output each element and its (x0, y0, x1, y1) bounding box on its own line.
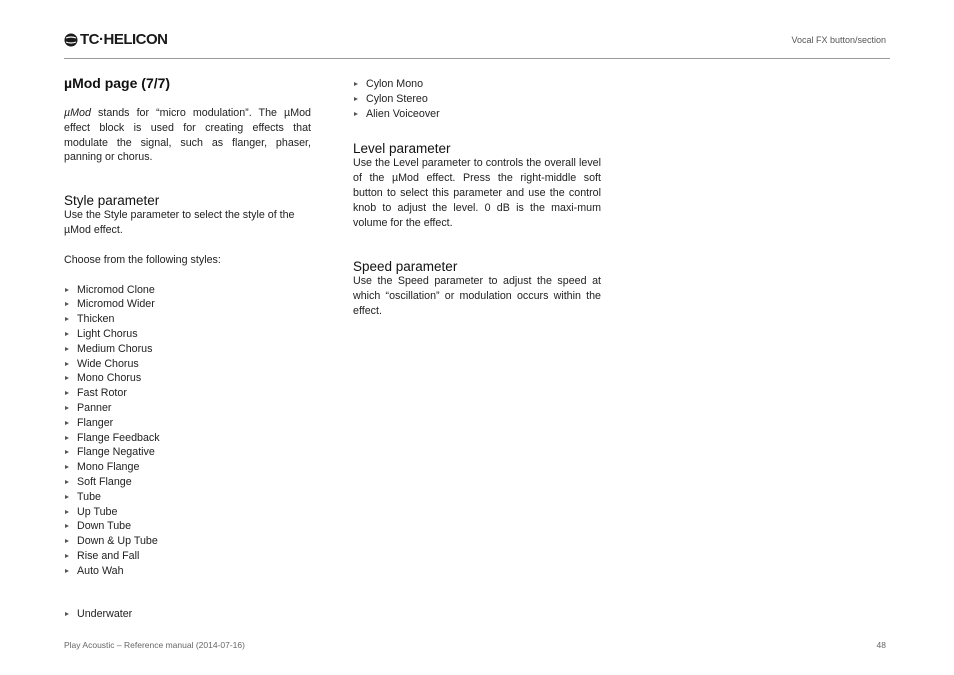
header-divider (64, 58, 890, 59)
list-item-label: Fast Rotor (77, 387, 127, 400)
list-item-label: Down Tube (77, 520, 132, 533)
list-item (64, 460, 311, 475)
list-item-label: Mono Flange (77, 461, 140, 474)
list-item-label: Panner (77, 401, 112, 414)
list-item (353, 77, 601, 92)
list-item (64, 519, 311, 534)
list-item-label: Underwater (77, 608, 133, 620)
logo-text: TC·HELICON (80, 31, 168, 48)
bullet-arrow-icon (65, 288, 69, 292)
list-item-label: Micromod Clone (77, 283, 155, 296)
bullet-arrow-icon (65, 539, 69, 543)
list-item-label: Rise and Fall (77, 549, 140, 562)
bullet-arrow-icon (354, 82, 358, 86)
list-item (64, 445, 311, 460)
list-item (353, 107, 601, 122)
list-item (64, 475, 311, 490)
list-item (64, 386, 311, 401)
list-item (64, 283, 311, 298)
bullet-arrow-icon (65, 495, 69, 499)
list-item (64, 607, 132, 622)
bullet-arrow-icon (65, 450, 69, 454)
style-heading: Style parameter (64, 193, 160, 209)
page-number: 48 (876, 640, 886, 650)
list-item (64, 312, 311, 327)
list-item (64, 371, 311, 386)
speed-text: Use the Speed parameter to adjust the speed at which “oscillation” or modulation occurs within the effect. (353, 275, 601, 317)
styles-list (64, 283, 311, 579)
bullet-arrow-icon (354, 112, 358, 116)
list-item-label: Cylon Stereo (366, 92, 428, 105)
styles-list-overflow (64, 607, 132, 622)
list-item (64, 534, 311, 549)
bullet-arrow-icon (65, 480, 69, 484)
bullet-arrow-icon (65, 302, 69, 306)
speed-heading: Speed parameter (353, 259, 458, 275)
list-item (353, 92, 601, 107)
list-item (64, 431, 311, 446)
list-item-label: Medium Chorus (77, 342, 153, 355)
list-item-label: Soft Flange (77, 475, 132, 488)
list-item (64, 297, 311, 312)
bullet-arrow-icon (65, 510, 69, 514)
list-item (64, 357, 311, 372)
bullet-arrow-icon (65, 612, 69, 616)
list-item-label: Flange Negative (77, 446, 155, 459)
bullet-arrow-icon (65, 436, 69, 440)
bullet-arrow-icon (65, 391, 69, 395)
middle-column (353, 77, 601, 319)
list-item-label: Cylon Mono (366, 78, 424, 90)
bullet-arrow-icon (65, 524, 69, 528)
list-item-label: Up Tube (77, 505, 118, 518)
styles-list-continued (353, 77, 601, 121)
left-column (64, 75, 311, 579)
list-item (64, 416, 311, 431)
bullet-arrow-icon (65, 376, 69, 380)
list-item (64, 490, 311, 505)
tc-helicon-logo (64, 31, 168, 48)
list-item (64, 342, 311, 357)
list-item-label: Tube (77, 490, 101, 503)
bullet-arrow-icon (65, 317, 69, 321)
list-item-label: Mono Chorus (77, 372, 142, 385)
list-item-label: Thicken (77, 313, 115, 326)
intro-italic: µMod (64, 107, 91, 119)
list-item (64, 564, 311, 579)
level-text: Use the Level parameter to controls the overall level of the µMod effect. Press the right-middle soft button to select this parameter and use the control knob to adjust the level. 0 dB is the maxi-mum volume for the effect. (353, 157, 601, 229)
list-item-label: Alien Voiceover (366, 107, 440, 120)
list-item-label: Light Chorus (77, 327, 138, 340)
bullet-arrow-icon (65, 465, 69, 469)
list-item (64, 327, 311, 342)
bullet-arrow-icon (65, 406, 69, 410)
bullet-arrow-icon (65, 347, 69, 351)
intro-text: stands for “micro modulation”. The µMod effect block is used for creating effects that modulate the signal, such as flanger, phaser, panning or chorus. (64, 107, 311, 164)
level-heading: Level parameter (353, 141, 451, 157)
section-label: Vocal FX button/section (791, 35, 886, 45)
list-item-label: Down & Up Tube (77, 535, 158, 548)
bullet-arrow-icon (65, 421, 69, 425)
footer-manual-title: Play Acoustic – Reference manual (2014-07-16) (64, 640, 245, 650)
list-item-label: Micromod Wider (77, 298, 155, 311)
list-item (64, 505, 311, 520)
bullet-arrow-icon (65, 362, 69, 366)
list-item-label: Auto Wah (77, 564, 124, 577)
bullet-arrow-icon (65, 554, 69, 558)
style-text: Use the Style parameter to select the style of the µMod effect. (64, 209, 295, 236)
tc-helicon-logo-icon (64, 33, 78, 47)
choose-text: Choose from the following styles: (64, 253, 221, 266)
bullet-arrow-icon (65, 569, 69, 573)
list-item-label: Wide Chorus (77, 357, 139, 370)
list-item (64, 549, 311, 564)
list-item (64, 401, 311, 416)
list-item-label: Flanger (77, 416, 114, 429)
bullet-arrow-icon (65, 332, 69, 336)
bullet-arrow-icon (354, 97, 358, 101)
intro-paragraph (64, 106, 311, 165)
list-item-label: Flange Feedback (77, 431, 160, 444)
page-title: µMod page (7/7) (64, 75, 171, 91)
